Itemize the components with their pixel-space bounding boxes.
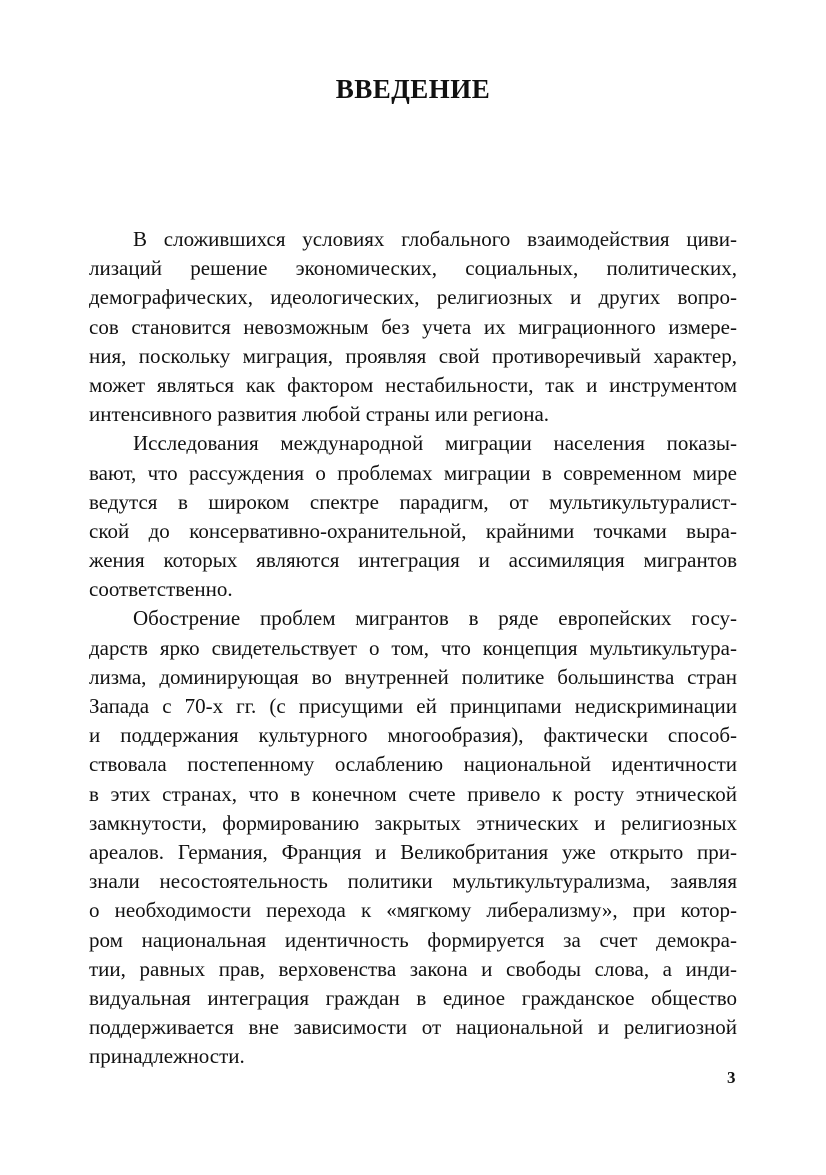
paragraph-3-line: знали несостоятельность политики мультикультурализма, заявляя xyxy=(89,869,737,894)
paragraph-3-line: видуальная интеграция граждан в единое гражданское общество xyxy=(89,985,737,1010)
paragraph-1-line: может являться как фактором нестабильности, так и инструментом xyxy=(89,372,737,397)
paragraph-3-line: замкнутости, формированию закрытых этнических и религиозных xyxy=(89,810,737,835)
paragraph-3-line: в этих странах, что в конечном счете привело к росту этнической xyxy=(89,781,737,806)
paragraph-3-line: лизма, доминирующая во внутренней политике большинства стран xyxy=(89,664,737,689)
paragraph-3-line: ром национальная идентичность формируется за счет демокра- xyxy=(89,927,737,952)
paragraph-2-line: жения которых являются интеграция и ассимиляция мигрантов xyxy=(89,548,737,573)
paragraph-2-line: Исследования международной миграции населения показы- xyxy=(133,431,737,456)
paragraph-2-line: вают, что рассуждения о проблемах миграции в современном мире xyxy=(89,460,737,485)
paragraph-3-line: ствовала постепенному ослаблению национальной идентичности xyxy=(89,752,737,777)
paragraph-1-line: В сложившихся условиях глобального взаимодействия циви- xyxy=(133,227,737,251)
paragraph-1-line: лизаций решение экономических, социальных, политических, xyxy=(89,256,737,281)
paragraph-3-line: и поддержания культурного многообразия), фактически способ- xyxy=(89,723,737,748)
paragraph-2-line: ведутся в широком спектре парадигм, от мультикультуралист- xyxy=(89,489,737,514)
page-title: ВВЕДЕНИЕ xyxy=(335,74,491,104)
paragraph-2-line: ской до консервативно-охранительной, крайними точками выра- xyxy=(89,518,737,543)
paragraph-3-line: о необходимости перехода к «мягкому либерализму», при котор- xyxy=(89,898,737,923)
paragraph-3-line: Запада с 70-х гг. (с присущими ей принципами недискриминации xyxy=(89,694,737,718)
paragraph-1-line: сов становится невозможным без учета их миграционного измере- xyxy=(89,314,737,339)
paragraph-3-line: ареалов. Германия, Франция и Великобритания уже открыто при- xyxy=(89,839,737,864)
paragraph-3-line: Обострение проблем мигрантов в ряде европейских госу- xyxy=(133,606,737,631)
paragraph-3-line: поддерживается вне зависимости от национальной и религиозной xyxy=(89,1015,737,1040)
paragraph-3-line: принадлежности. xyxy=(89,1044,245,1069)
paragraph-3-line: тии, равных прав, верховенства закона и свободы слова, а инди- xyxy=(89,956,737,981)
paragraph-1-line: ния, поскольку миграция, проявляя свой противоречивый характер, xyxy=(89,343,737,368)
body-text xyxy=(89,225,737,1071)
paragraph-3-line: дарств ярко свидетельствует о том, что концепция мультикультура- xyxy=(89,635,737,660)
paragraph-2-line: соответственно. xyxy=(89,577,233,602)
paragraph-1-line: интенсивного развития любой страны или региона. xyxy=(89,402,550,427)
page-number: 3 xyxy=(727,1068,736,1087)
paragraph-1-line: демографических, идеологических, религиозных и других вопро- xyxy=(89,285,737,310)
